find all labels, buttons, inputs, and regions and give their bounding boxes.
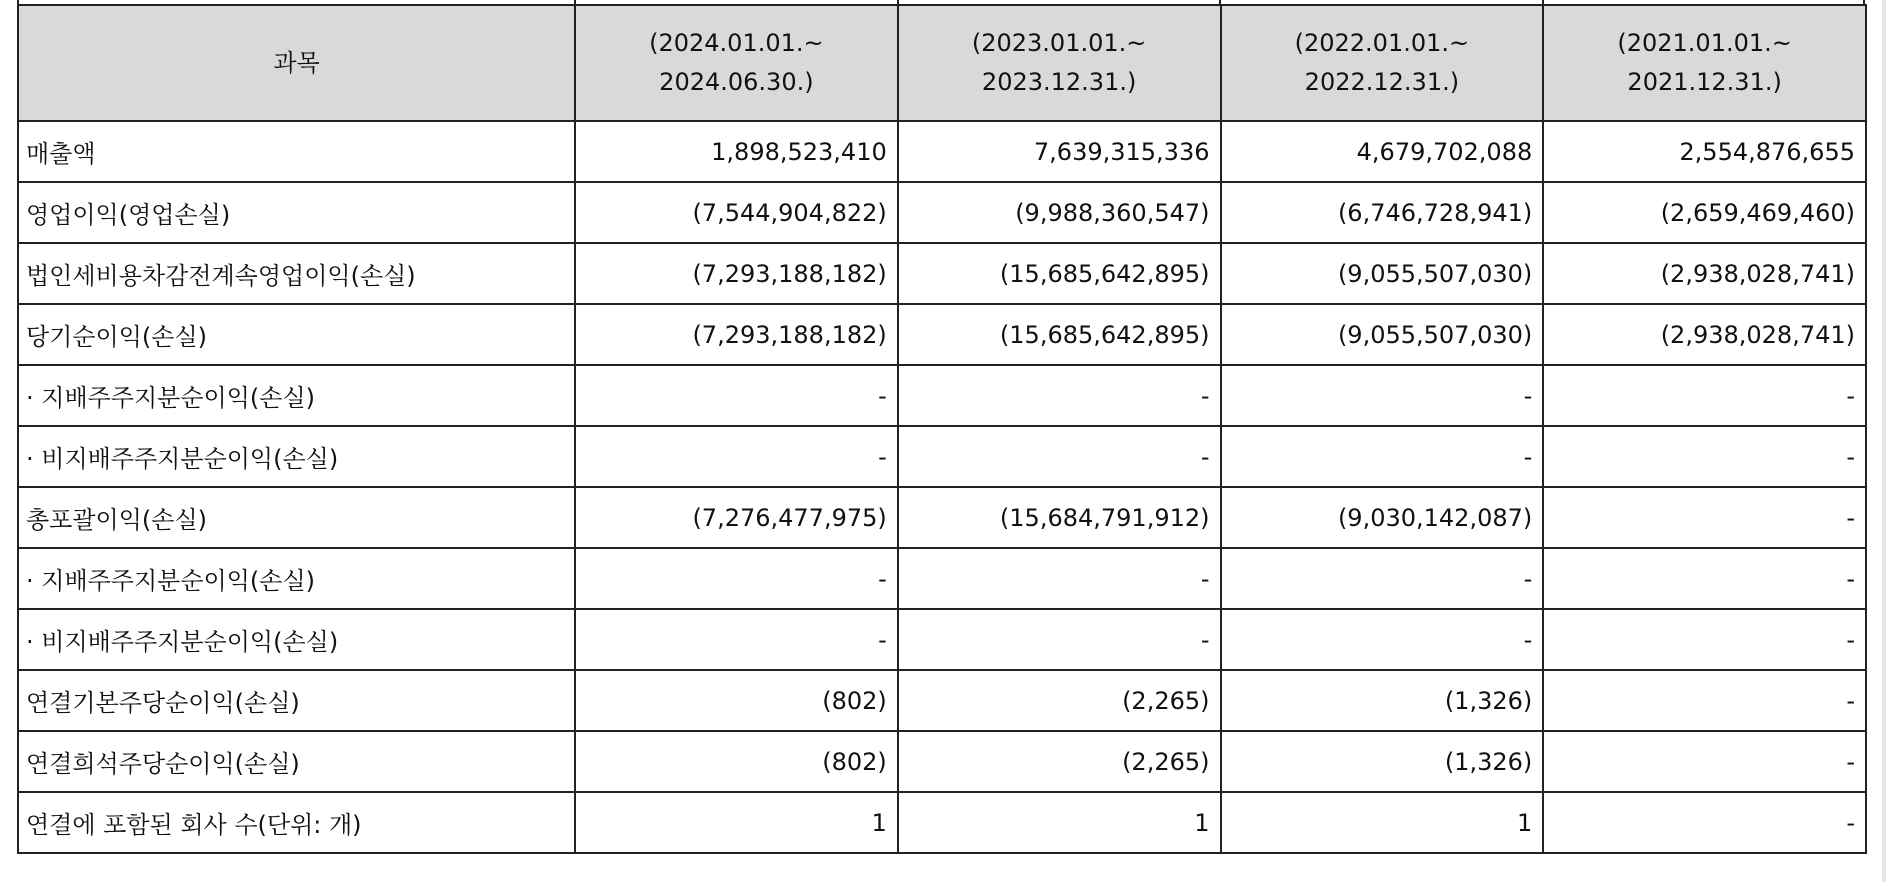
period-start: (2023.01.01.~ [971, 29, 1147, 57]
table-row [18, 487, 1866, 548]
value-cell-2021: (2,938,028,741) [1543, 304, 1866, 365]
header-period-2024h1 [575, 5, 898, 121]
right-edge-scrollbar[interactable] [1882, 0, 1886, 882]
table-body [18, 121, 1866, 853]
table-row [18, 243, 1866, 304]
value-cell-2021: - [1543, 731, 1866, 792]
header-period-2022 [1221, 5, 1544, 121]
value-cell-2024h1: - [575, 365, 898, 426]
period-start: (2022.01.01.~ [1294, 29, 1470, 57]
row-label: 매출액 [18, 121, 575, 182]
table-header [18, 5, 1866, 121]
value-cell-2022: (9,055,507,030) [1221, 243, 1544, 304]
value-cell-2023: (15,684,791,912) [898, 487, 1221, 548]
value-cell-2021: (2,938,028,741) [1543, 243, 1866, 304]
value-cell-2024h1: (7,276,477,975) [575, 487, 898, 548]
period-end: 2023.12.31.) [981, 68, 1137, 96]
header-period-2021 [1543, 5, 1866, 121]
value-cell-2021: - [1543, 548, 1866, 609]
row-label: 연결기본주당순이익(손실) [18, 670, 575, 731]
value-cell-2023: (2,265) [898, 670, 1221, 731]
value-cell-2024h1: (7,544,904,822) [575, 182, 898, 243]
value-cell-2021: - [1543, 487, 1866, 548]
value-cell-2022: (9,055,507,030) [1221, 304, 1544, 365]
value-cell-2022: - [1221, 365, 1544, 426]
value-cell-2024h1: - [575, 426, 898, 487]
table-row [18, 548, 1866, 609]
value-cell-2023: - [898, 426, 1221, 487]
value-cell-2024h1: - [575, 548, 898, 609]
table-row [18, 365, 1866, 426]
row-label: · 지배주주지분순이익(손실) [18, 365, 575, 426]
row-label: 당기순이익(손실) [18, 304, 575, 365]
row-label: 연결희석주당순이익(손실) [18, 731, 575, 792]
value-cell-2024h1: - [575, 609, 898, 670]
value-cell-2023: 7,639,315,336 [898, 121, 1221, 182]
value-cell-2023: - [898, 365, 1221, 426]
table-row [18, 304, 1866, 365]
value-cell-2021: 2,554,876,655 [1543, 121, 1866, 182]
row-label: 법인세비용차감전계속영업이익(손실) [18, 243, 575, 304]
value-cell-2024h1: (802) [575, 731, 898, 792]
row-label: 총포괄이익(손실) [18, 487, 575, 548]
value-cell-2022: - [1221, 426, 1544, 487]
value-cell-2023: (2,265) [898, 731, 1221, 792]
value-cell-2024h1: 1,898,523,410 [575, 121, 898, 182]
value-cell-2022: (1,326) [1221, 670, 1544, 731]
value-cell-2024h1: (802) [575, 670, 898, 731]
period-end: 2024.06.30.) [659, 68, 814, 96]
header-period-2023 [898, 5, 1221, 121]
value-cell-2023: (15,685,642,895) [898, 243, 1221, 304]
table-row [18, 121, 1866, 182]
value-cell-2021: - [1543, 670, 1866, 731]
period-start: (2024.01.01.~ [649, 29, 824, 57]
table-row [18, 670, 1866, 731]
table-row [18, 426, 1866, 487]
table-row [18, 731, 1866, 792]
value-cell-2022: (1,326) [1221, 731, 1544, 792]
value-cell-2022: - [1221, 548, 1544, 609]
table-row [18, 792, 1866, 853]
value-cell-2021: - [1543, 792, 1866, 853]
value-cell-2024h1: 1 [575, 792, 898, 853]
value-cell-2023: (15,685,642,895) [898, 304, 1221, 365]
value-cell-2024h1: (7,293,188,182) [575, 243, 898, 304]
value-cell-2022: 4,679,702,088 [1221, 121, 1544, 182]
value-cell-2023: - [898, 548, 1221, 609]
value-cell-2022: (6,746,728,941) [1221, 182, 1544, 243]
value-cell-2022: (9,030,142,087) [1221, 487, 1544, 548]
value-cell-2021: (2,659,469,460) [1543, 182, 1866, 243]
value-cell-2021: - [1543, 609, 1866, 670]
row-label: · 지배주주지분순이익(손실) [18, 548, 575, 609]
row-label: 영업이익(영업손실) [18, 182, 575, 243]
period-start: (2021.01.01.~ [1617, 29, 1792, 57]
row-label: · 비지배주주지분순이익(손실) [18, 609, 575, 670]
value-cell-2023: - [898, 609, 1221, 670]
value-cell-2022: 1 [1221, 792, 1544, 853]
financial-summary-table [17, 4, 1867, 854]
period-end: 2021.12.31.) [1627, 68, 1782, 96]
row-label: 연결에 포함된 회사 수(단위: 개) [18, 792, 575, 853]
table-row [18, 182, 1866, 243]
value-cell-2024h1: (7,293,188,182) [575, 304, 898, 365]
period-end: 2022.12.31.) [1304, 68, 1460, 96]
value-cell-2021: - [1543, 365, 1866, 426]
value-cell-2023: (9,988,360,547) [898, 182, 1221, 243]
header-row [18, 5, 1866, 121]
value-cell-2021: - [1543, 426, 1866, 487]
row-label: · 비지배주주지분순이익(손실) [18, 426, 575, 487]
value-cell-2023: 1 [898, 792, 1221, 853]
table-row [18, 609, 1866, 670]
value-cell-2022: - [1221, 609, 1544, 670]
header-subject: 과목 [18, 5, 575, 121]
